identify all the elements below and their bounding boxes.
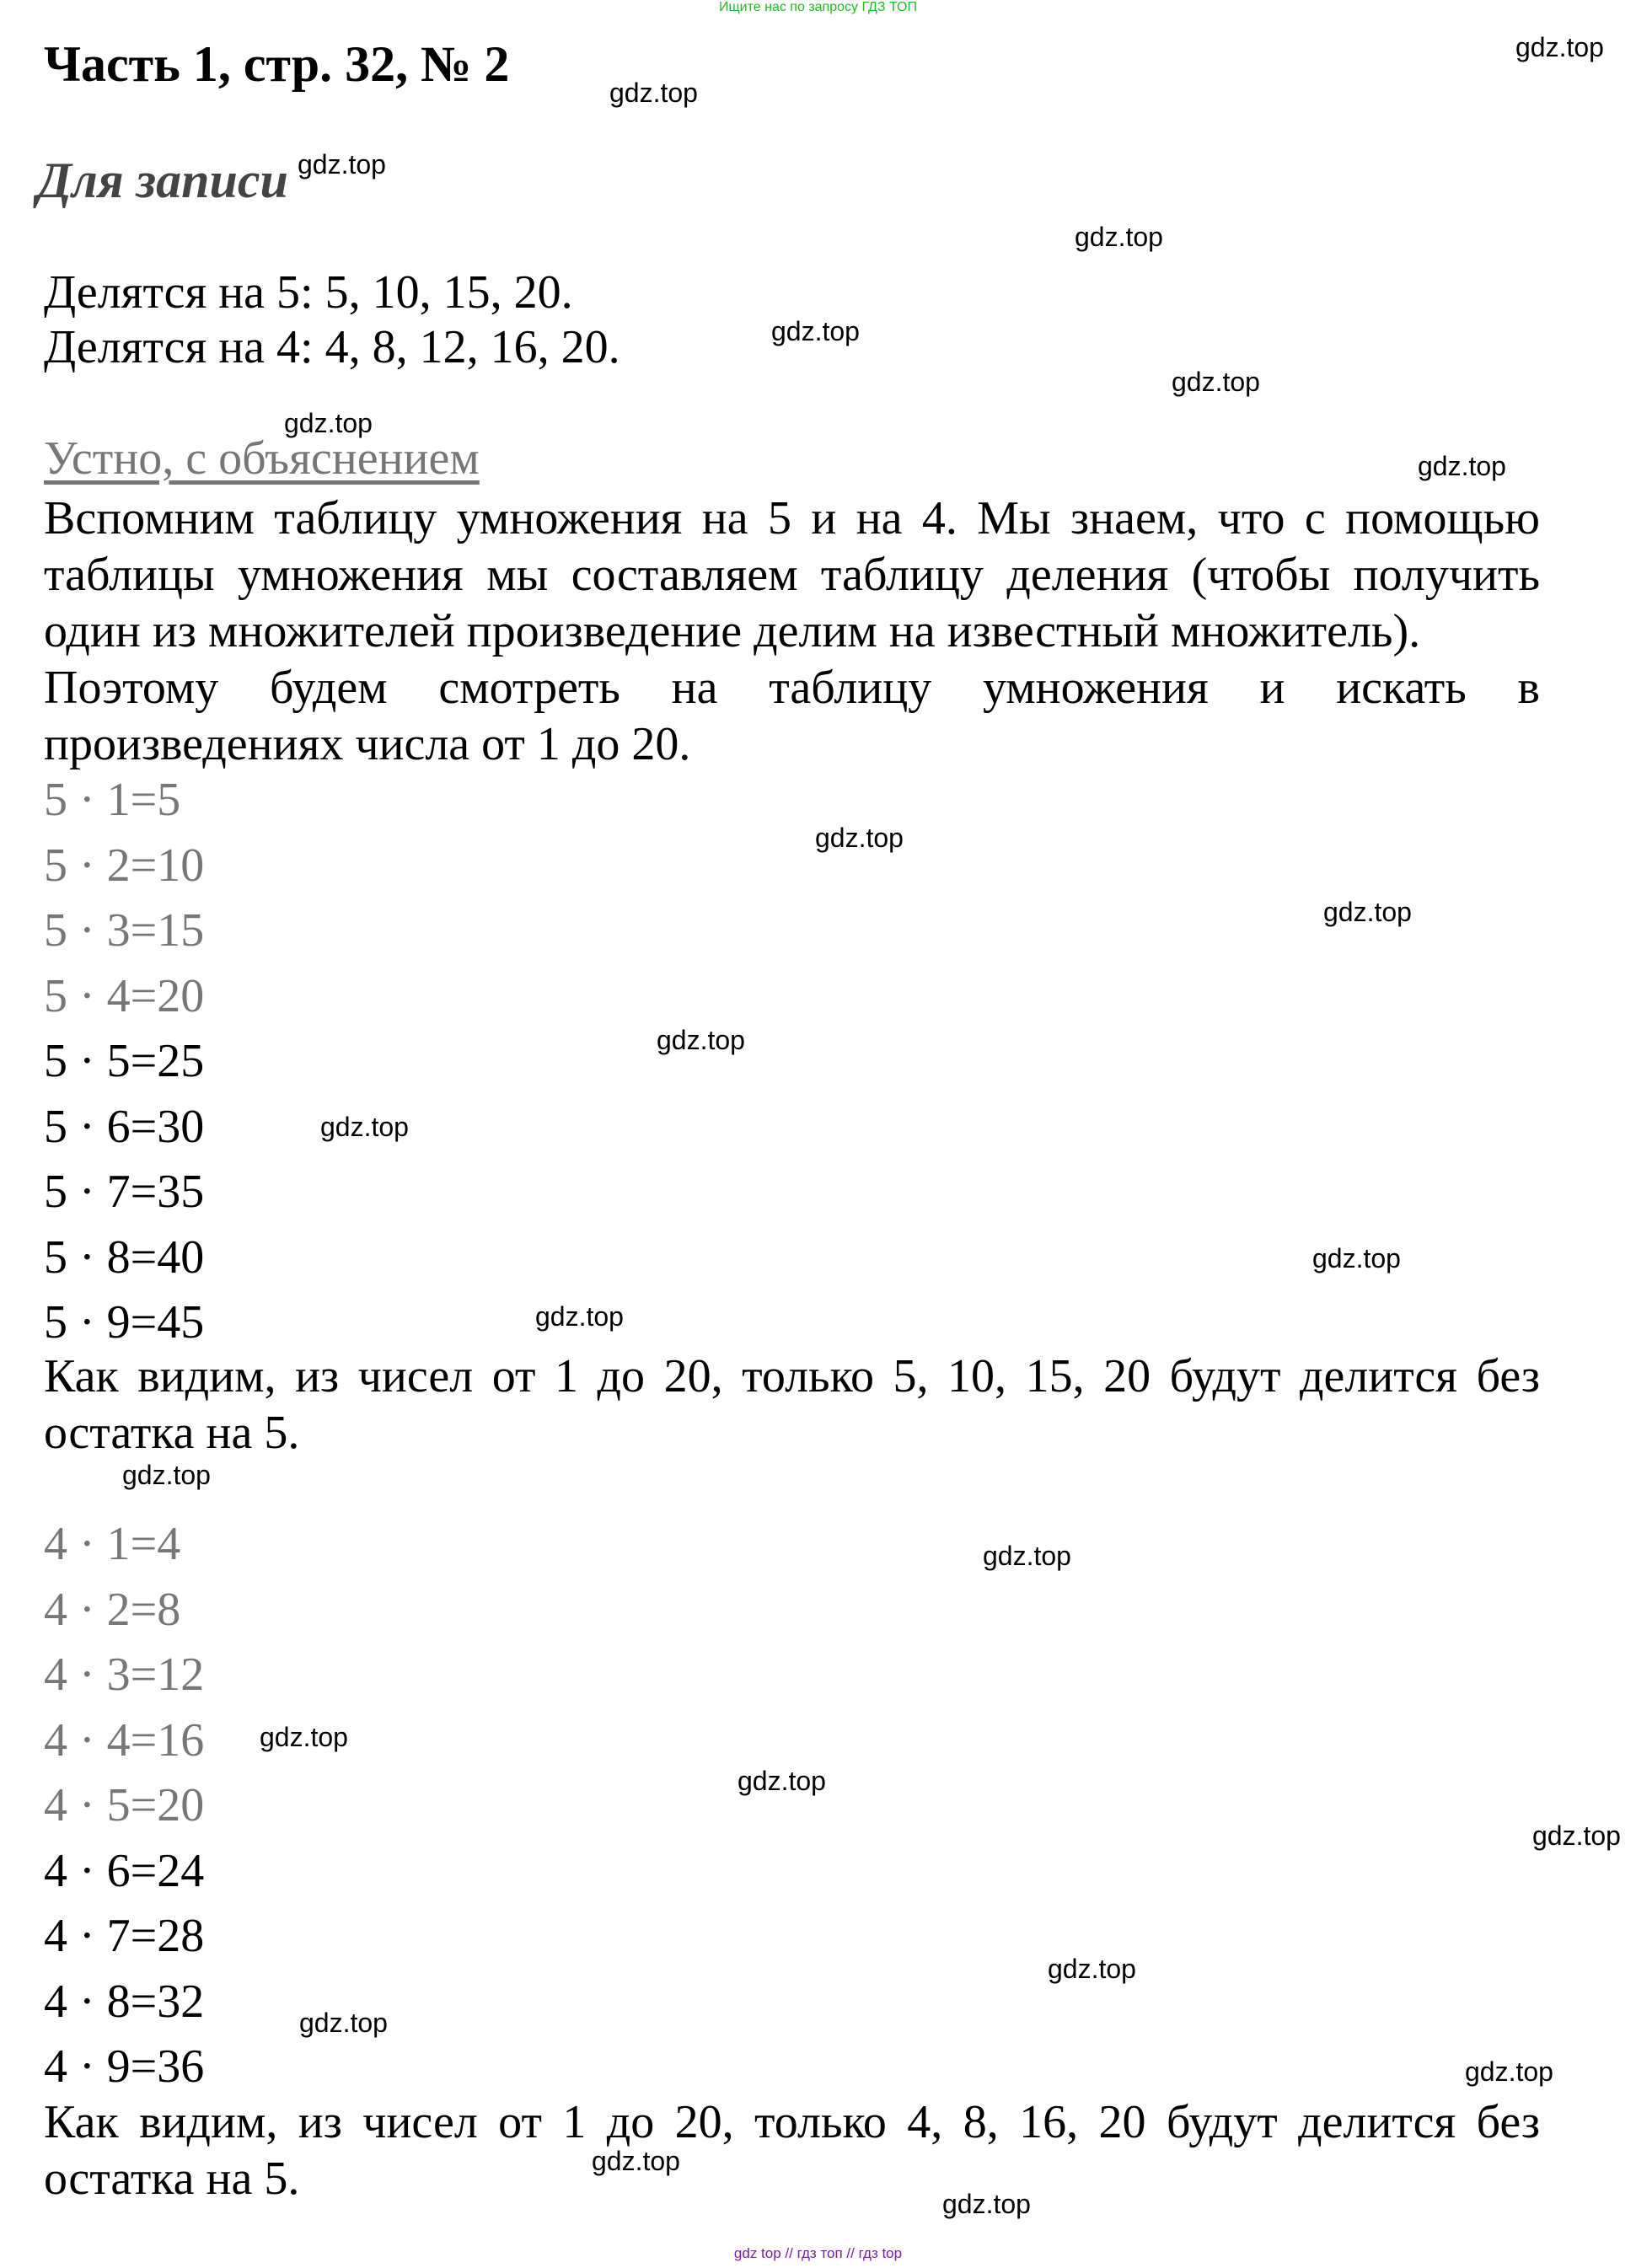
explanation-paragraph — [44, 491, 1540, 773]
equation-row: 4 · 9=36 — [44, 2040, 205, 2093]
conclusion-5 — [44, 1348, 1540, 1461]
oral-heading: Устно, с объяснением — [44, 432, 480, 485]
equation-row: 4 · 6=24 — [44, 1844, 205, 1897]
equation-row: 5 · 4=20 — [44, 969, 205, 1022]
watermark: gdz.top — [284, 408, 373, 438]
equation-row: 4 · 5=20 — [44, 1779, 205, 1831]
watermark: gdz.top — [1323, 897, 1412, 927]
watermark: gdz.top — [657, 1025, 745, 1055]
equation-row: 5 · 3=15 — [44, 904, 205, 957]
equation-row: 4 · 8=32 — [44, 1975, 205, 2028]
watermark: gdz.top — [1312, 1243, 1401, 1273]
equation-row: 5 · 8=40 — [44, 1231, 205, 1284]
watermark: gdz.top — [942, 2189, 1031, 2219]
conclusion-line: Как видим, из чисел от 1 до 20, только 4, 8, 16, 20 будут делится без — [44, 2096, 1540, 2148]
watermark: gdz.top — [738, 1766, 826, 1796]
conclusion-line: Как видим, из чисел от 1 до 20, только 5, 10, 15, 20 будут делится без — [44, 1350, 1540, 1402]
page-title: Часть 1, стр. 32, № 2 — [44, 36, 510, 92]
equation-row: 5 · 7=35 — [44, 1166, 205, 1218]
equation-row: 4 · 3=12 — [44, 1649, 205, 1701]
watermark: gdz.top — [1515, 32, 1604, 62]
conclusion-line: остатка на 5. — [44, 1407, 300, 1459]
watermark: gdz.top — [260, 1722, 348, 1752]
equation-row: 4 · 2=8 — [44, 1583, 181, 1636]
equation-row: 4 · 7=28 — [44, 1910, 205, 1962]
watermark: gdz.top — [535, 1301, 624, 1332]
explanation-line: Вспомним таблицу умножения на 5 и на 4. Мы знаем, что с помощью — [44, 492, 1540, 544]
watermark: gdz.top — [771, 316, 860, 346]
conclusion-line: остатка на 5. — [44, 2153, 300, 2205]
watermark: gdz.top — [1075, 222, 1163, 252]
equation-row: 5 · 6=30 — [44, 1100, 205, 1153]
equation-row: 4 · 4=16 — [44, 1713, 205, 1767]
watermark: gdz.top — [592, 2146, 680, 2176]
watermark: gdz.top — [320, 1112, 409, 1142]
bottom-banner: gdz top // гдз топ // гдз top — [733, 2245, 903, 2261]
record-line-5: Делятся на 5: 5, 10, 15, 20. — [44, 266, 573, 319]
watermark: gdz.top — [609, 78, 698, 108]
top-banner: Ищите нас по запросу ГДЗ ТОП — [719, 0, 917, 14]
watermark: gdz.top — [983, 1541, 1071, 1571]
record-line-4: Делятся на 4: 4, 8, 12, 16, 20. — [44, 321, 620, 373]
equation-row: 5 · 1=5 — [44, 774, 181, 826]
watermark: gdz.top — [1532, 1820, 1621, 1851]
watermark: gdz.top — [1465, 2056, 1553, 2087]
record-heading: Для записи — [37, 153, 288, 208]
explanation-line: один из множителей произведение делим на известный множитель). — [44, 605, 1421, 657]
explanation-line: произведениях числа от 1 до 20. — [44, 718, 691, 770]
equation-row: 5 · 2=10 — [44, 839, 205, 892]
explanation-line: таблицы умножения мы составляем таблицу деления (чтобы получить — [44, 549, 1540, 601]
watermark: gdz.top — [299, 2008, 388, 2038]
watermark: gdz.top — [815, 823, 904, 853]
equation-row: 5 · 5=25 — [44, 1035, 205, 1087]
watermark: gdz.top — [122, 1460, 211, 1490]
watermark: gdz.top — [1048, 1954, 1136, 1984]
watermark: gdz.top — [298, 149, 386, 180]
watermark: gdz.top — [1418, 451, 1506, 481]
conclusion-4 — [44, 2094, 1540, 2207]
watermark: gdz.top — [1172, 367, 1260, 397]
equation-row: 5 · 9=45 — [44, 1296, 205, 1348]
explanation-line: Поэтому будем смотреть на таблицу умножения и искать в — [44, 662, 1540, 714]
equation-row: 4 · 1=4 — [44, 1518, 181, 1570]
